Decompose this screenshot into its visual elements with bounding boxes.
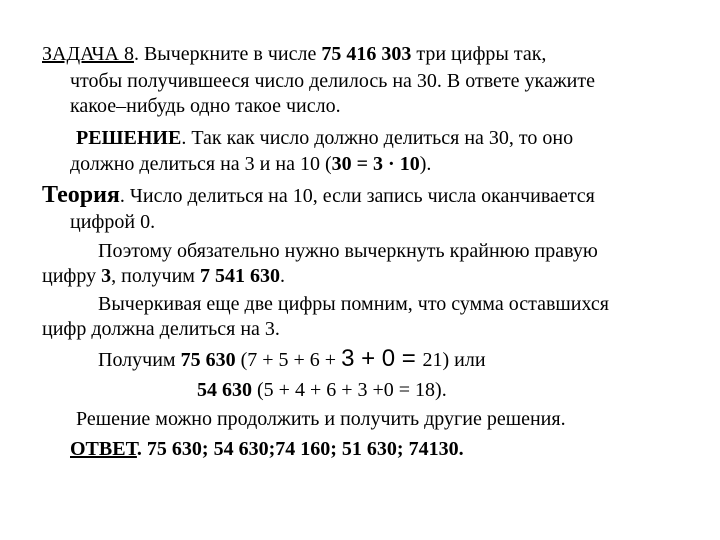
answer-label: ОТВЕТ: [70, 438, 137, 460]
task-label: ЗАДАЧА 8: [42, 43, 134, 65]
note-line: Решение можно продолжить и получить другие решения.: [76, 408, 566, 430]
para1-text-3: .: [279, 265, 285, 287]
solution-text-2: должно делиться на 3 и на 10 (: [70, 153, 332, 175]
solution-text: . Так как число должно делиться на 30, то оно: [181, 127, 574, 149]
para1-digit: 3: [101, 265, 112, 287]
solution-line-1: [76, 126, 573, 150]
theory-label: Теория: [42, 182, 120, 208]
para2-line-1: Вычеркивая еще две цифры помним, что сумма оставшихся: [98, 293, 609, 315]
theory-text: . Число делиться на 10, если запись числа оканчивается: [119, 185, 595, 207]
result2-expr: (5 + 4 + 6 + 3 +0 = 18).: [252, 379, 447, 401]
para2-line-2: цифр должна делиться на 3.: [42, 318, 280, 340]
theory-line-2: цифрой 0.: [70, 211, 156, 233]
solution-label: РЕШЕНИЕ: [76, 127, 182, 149]
para1-text: цифру: [42, 265, 102, 287]
solution-equation: 30 = 3 · 10: [331, 153, 420, 175]
task-number: 75 416 303: [321, 43, 412, 65]
para1-text-2: , получим: [111, 265, 200, 287]
task-text: . Вычеркните в числе: [133, 43, 322, 65]
task-text-end: три цифры так,: [411, 43, 547, 65]
para1-number: 7 541 630: [199, 265, 280, 287]
result1-prefix: Получим: [98, 349, 181, 371]
result1-line: [98, 347, 486, 372]
solution-text-3: ).: [419, 153, 432, 175]
answer-text: . 75 630; 54 630;74 160; 51 630; 74130.: [136, 438, 464, 460]
task-line-3: какое–нибудь одно такое число.: [70, 95, 341, 117]
para1-line-1: Поэтому обязательно нужно вычеркнуть крайнюю правую: [98, 240, 598, 262]
result1-expr-large: 3 + 0 =: [341, 345, 423, 372]
result1-expr: (7 + 5 + 6 +: [235, 349, 342, 371]
task-line-2: чтобы получившееся число делилось на 30. В ответе укажите: [70, 70, 595, 92]
para1-line-2: [42, 264, 285, 288]
solution-line-2: [70, 152, 431, 176]
result2-line: [197, 378, 447, 402]
answer-line: [70, 437, 464, 461]
result2-number: 54 630: [197, 379, 252, 401]
task-line-1: [42, 42, 546, 66]
theory-line-1: [42, 183, 595, 208]
result1-number: 75 630: [180, 349, 236, 371]
result1-expr-end: 21) или: [422, 349, 486, 371]
